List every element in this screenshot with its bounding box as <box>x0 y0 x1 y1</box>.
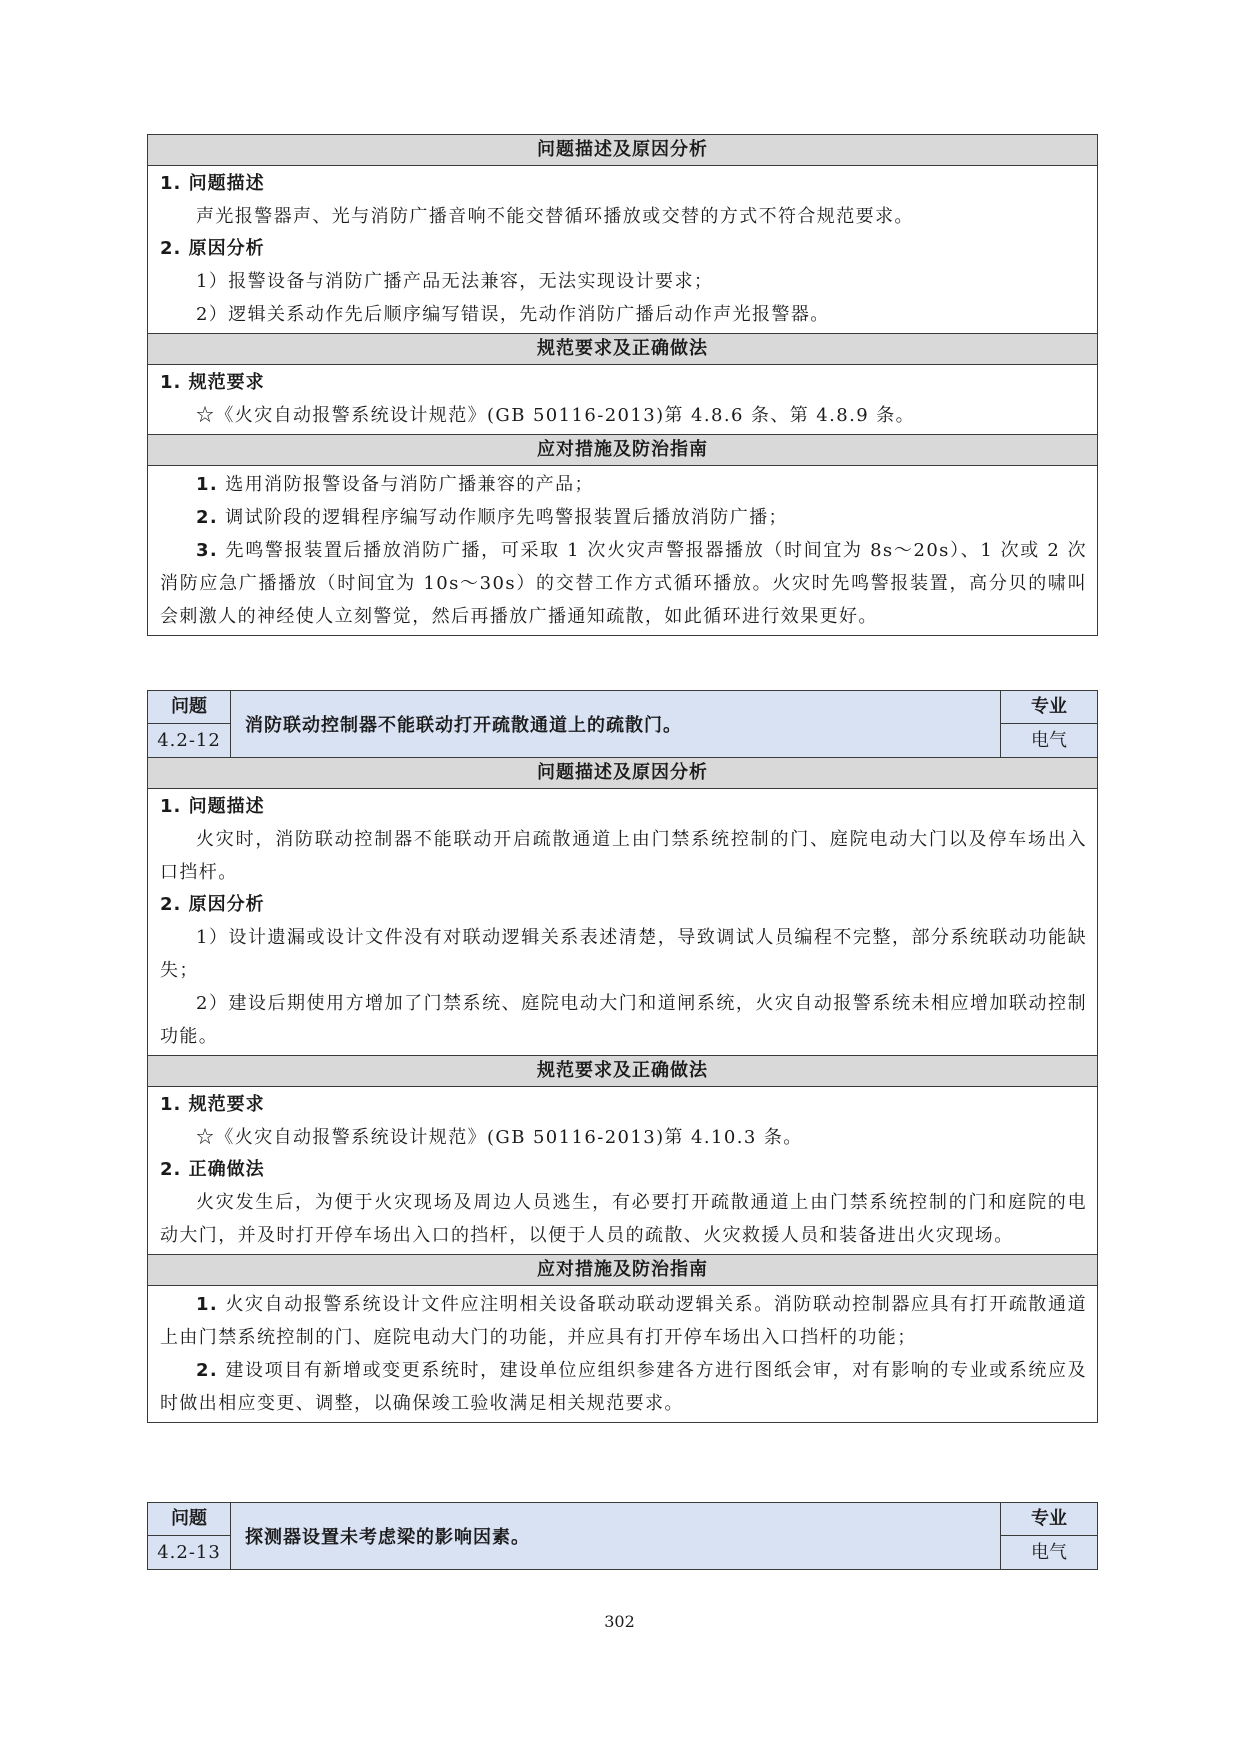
issue-label: 问题 <box>148 1503 230 1536</box>
heading-problem-description: 1. 问题描述 <box>160 173 265 194</box>
paragraph-cause-2: 2）逻辑关系动作先后顺序编写错误，先动作消防广播后动作声光报警器。 <box>196 304 830 325</box>
major-value: 电气 <box>1001 724 1097 757</box>
major-label: 专业 <box>1001 1503 1097 1536</box>
section-body-measures <box>148 466 1097 635</box>
issue-id-cell <box>148 1503 231 1569</box>
measure-text: 火灾自动报警系统设计文件应注明相关设备联动联动逻辑关系。消防联动控制器应具有打开疏散通道上由门禁系统控制的门、庭院电动大门的功能，并应具有打开停车场出入口挡杆的功能； <box>160 1294 1087 1348</box>
section-header-analysis: 问题描述及原因分析 <box>148 135 1097 166</box>
measure-number: 1. <box>196 474 219 495</box>
issue-title: 探测器设置未考虑梁的影响因素。 <box>231 1503 1000 1569</box>
measure-text: 建设项目有新增或变更系统时，建设单位应组织参建各方进行图纸会审，对有影响的专业或系统应及时做出相应变更、调整，以确保竣工验收满足相关规范要求。 <box>160 1360 1087 1414</box>
heading-cause-analysis: 2. 原因分析 <box>160 894 265 915</box>
issue-id: 4.2-13 <box>148 1536 230 1569</box>
heading-cause-analysis: 2. 原因分析 <box>160 238 265 259</box>
measure-text: 选用消防报警设备与消防广播兼容的产品； <box>218 474 594 495</box>
heading-spec-requirement: 1. 规范要求 <box>160 372 265 393</box>
section-body-requirements <box>148 1087 1097 1254</box>
issue-table-continued <box>147 134 1098 636</box>
paragraph-cause-2: 2）建设后期使用方增加了门禁系统、庭院电动大门和道闸系统，火灾自动报警系统未相应增加联动控制功能。 <box>160 993 1087 1047</box>
section-header-requirements: 规范要求及正确做法 <box>148 1055 1097 1087</box>
heading-problem-description: 1. 问题描述 <box>160 796 265 817</box>
section-body-analysis <box>148 789 1097 1055</box>
issue-label: 问题 <box>148 691 230 724</box>
major-cell <box>1000 1503 1097 1569</box>
section-header-measures: 应对措施及防治指南 <box>148 434 1097 466</box>
section-body-measures <box>148 1286 1097 1422</box>
issue-table-4-2-13 <box>147 1502 1098 1570</box>
paragraph-spec-reference: ☆《火灾自动报警系统设计规范》(GB 50116-2013)第 4.10.3 条。 <box>196 1127 803 1148</box>
section-header-analysis: 问题描述及原因分析 <box>148 757 1097 789</box>
measure-item-2 <box>160 501 1087 534</box>
issue-id: 4.2-12 <box>148 724 230 757</box>
issue-header-row <box>148 691 1097 757</box>
section-body-requirements <box>148 365 1097 434</box>
issue-title: 消防联动控制器不能联动打开疏散通道上的疏散门。 <box>231 691 1000 757</box>
measure-number: 2. <box>196 1360 219 1381</box>
major-cell <box>1000 691 1097 757</box>
issue-header-row <box>148 1503 1097 1569</box>
paragraph-cause-1: 1）报警设备与消防广播产品无法兼容，无法实现设计要求； <box>196 271 714 292</box>
measure-number: 1. <box>196 1294 219 1315</box>
issue-table-4-2-12 <box>147 690 1098 1423</box>
measure-item-1 <box>160 1288 1087 1354</box>
major-label: 专业 <box>1001 691 1097 724</box>
paragraph-correct-practice: 火灾发生后，为便于火灾现场及周边人员逃生，有必要打开疏散通道上由门禁系统控制的门和庭院的电动大门，并及时打开停车场出入口的挡杆，以便于人员的疏散、火灾救援人员和装备进出火灾现场。 <box>160 1192 1087 1246</box>
measure-item-3 <box>160 534 1087 633</box>
paragraph-cause-1: 1）设计遗漏或设计文件没有对联动逻辑关系表述清楚，导致调试人员编程不完整，部分系统联动功能缺失； <box>160 927 1087 981</box>
measure-number: 3. <box>196 540 219 561</box>
section-header-measures: 应对措施及防治指南 <box>148 1254 1097 1286</box>
paragraph-problem-description: 火灾时，消防联动控制器不能联动开启疏散通道上由门禁系统控制的门、庭院电动大门以及停车场出入口挡杆。 <box>160 829 1087 883</box>
measure-number: 2. <box>196 507 219 528</box>
section-header-requirements: 规范要求及正确做法 <box>148 333 1097 365</box>
measure-item-2 <box>160 1354 1087 1420</box>
issue-id-cell <box>148 691 231 757</box>
heading-spec-requirement: 1. 规范要求 <box>160 1094 265 1115</box>
page-number: 302 <box>604 1612 635 1631</box>
paragraph-spec-reference: ☆《火灾自动报警系统设计规范》(GB 50116-2013)第 4.8.6 条、第 4.8.9 条。 <box>196 405 916 426</box>
measure-text: 调试阶段的逻辑程序编写动作顺序先鸣警报装置后播放消防广播； <box>218 507 788 528</box>
heading-correct-practice: 2. 正确做法 <box>160 1159 265 1180</box>
section-body-analysis <box>148 166 1097 333</box>
measure-text: 先鸣警报装置后播放消防广播，可采取 1 次火灾声警报器播放（时间宜为 8s～20s）、1 次或 2 次消防应急广播播放（时间宜为 10s～30s）的交替工作方式循环播放。火灾时先鸣警报装置，高分贝的啸叫会刺激人的神经使人立刻警觉，然后再播放广播通知疏散，如此循环进行效果更好。 <box>160 540 1087 627</box>
major-value: 电气 <box>1001 1536 1097 1569</box>
measure-item-1 <box>160 468 1087 501</box>
paragraph-problem-description: 声光报警器声、光与消防广播音响不能交替循环播放或交替的方式不符合规范要求。 <box>196 206 914 227</box>
